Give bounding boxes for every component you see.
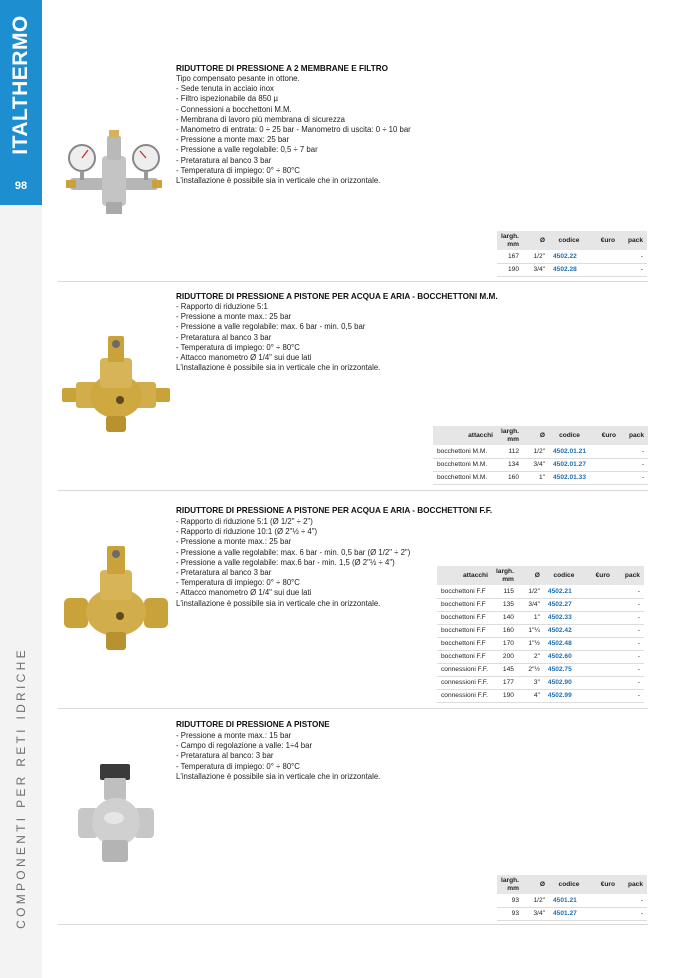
cell-diameter: 1"½ xyxy=(518,637,544,650)
table-row xyxy=(437,611,644,624)
cell-connection: connessioni F.F. xyxy=(437,689,492,702)
cell-width: 140 xyxy=(492,611,518,624)
column-header: codice xyxy=(549,231,589,250)
description-line: - Pressione a monte max.: 15 bar xyxy=(176,731,292,740)
product-image-nickel-piston-reducer xyxy=(74,762,158,866)
description-line: L'installazione è possibile sia in verticale che in orizzontale. xyxy=(176,363,381,373)
cell-width: 93 xyxy=(497,894,523,907)
cell-code: 4502.22 xyxy=(549,250,589,263)
cell-code: 4502.60 xyxy=(544,650,584,663)
cell-price xyxy=(590,471,620,484)
cell-pack: - xyxy=(619,263,647,276)
product-title: RIDUTTORE DI PRESSIONE A PISTONE xyxy=(176,720,330,729)
product-description xyxy=(176,74,411,186)
product-image-brass-reducer-mm xyxy=(60,330,172,440)
brand-bar xyxy=(0,0,42,205)
cell-connection: bocchettoni M.M. xyxy=(433,458,497,471)
cell-diameter: 3/4" xyxy=(523,907,549,920)
column-header: pack xyxy=(614,566,644,585)
section-caption: COMPONENTI PER RETI IDRICHE xyxy=(14,647,28,929)
cell-diameter: 3/4" xyxy=(523,263,549,276)
divider xyxy=(58,490,648,491)
product-table xyxy=(437,566,644,703)
cell-diameter: 1/2" xyxy=(523,445,549,458)
description-line: - Rapporto di riduzione 5:1 xyxy=(176,302,268,311)
cell-code: 4502.01.33 xyxy=(549,471,590,484)
cell-price xyxy=(584,663,614,676)
table-row xyxy=(497,263,647,276)
column-header: €uro xyxy=(590,426,620,445)
cell-width: 160 xyxy=(497,471,523,484)
description-line: - Pressione a monte max.: 25 bar xyxy=(176,312,292,322)
column-header: attacchi xyxy=(433,426,497,445)
description-line: - Membrana di lavoro più membrana di sicurezza xyxy=(176,114,346,124)
cell-code: 4502.90 xyxy=(544,676,584,689)
cell-pack: - xyxy=(620,471,648,484)
cell-connection: bocchettoni F.F xyxy=(437,650,492,663)
cell-price xyxy=(584,637,614,650)
cell-pack: - xyxy=(619,250,647,263)
column-header: pack xyxy=(619,231,647,250)
cell-pack: - xyxy=(614,637,644,650)
table-row xyxy=(497,894,647,907)
description-line: - Pressione a monte max: 25 bar xyxy=(176,135,290,145)
cell-code: 4502.75 xyxy=(544,663,584,676)
cell-code: 4502.27 xyxy=(544,598,584,611)
column-header: codice xyxy=(549,426,590,445)
description-line: - Sede tenuta in acciaio inox xyxy=(176,84,274,94)
column-header: codice xyxy=(544,566,584,585)
table-row xyxy=(433,471,648,484)
cell-diameter: 1" xyxy=(523,471,549,484)
description-line: - Filtro ispezionabile da 850 µ xyxy=(176,94,279,104)
cell-pack: - xyxy=(619,907,647,920)
cell-pack: - xyxy=(614,650,644,663)
cell-price xyxy=(590,445,620,458)
description-line: - Pretaratura al banco 3 bar xyxy=(176,155,272,165)
product-description xyxy=(176,731,380,782)
column-header: €uro xyxy=(584,566,614,585)
divider xyxy=(58,281,648,282)
description-line: - Temperatura di impiego: 0° ÷ 80°C xyxy=(176,342,300,352)
cell-price xyxy=(589,263,619,276)
cell-code: 4502.42 xyxy=(544,624,584,637)
column-header: Ø xyxy=(523,231,549,250)
column-header: attacchi xyxy=(437,566,492,585)
column-header: €uro xyxy=(589,231,619,250)
table-row xyxy=(437,650,644,663)
table-row xyxy=(497,907,647,920)
table-row xyxy=(437,585,644,598)
cell-diameter: 4" xyxy=(518,689,544,702)
cell-diameter: 3/4" xyxy=(523,458,549,471)
column-header: largh. mm xyxy=(497,875,523,894)
cell-connection: bocchettoni M.M. xyxy=(433,471,497,484)
cell-connection: bocchettoni F.F xyxy=(437,611,492,624)
table-row xyxy=(437,663,644,676)
cell-width: 177 xyxy=(492,676,518,689)
column-header: €uro xyxy=(589,875,619,894)
cell-code: 4502.99 xyxy=(544,689,584,702)
description-line: - Connessioni a bocchettoni M.M. xyxy=(176,104,292,114)
cell-pack: - xyxy=(620,458,648,471)
cell-price xyxy=(589,894,619,907)
cell-diameter: 1/2" xyxy=(523,894,549,907)
cell-code: 4502.01.21 xyxy=(549,445,590,458)
cell-code: 4501.27 xyxy=(549,907,589,920)
cell-pack: - xyxy=(619,894,647,907)
product-table xyxy=(433,426,648,485)
column-header: pack xyxy=(620,426,648,445)
description-line: - Campo di regolazione a valle: 1÷4 bar xyxy=(176,741,313,751)
description-line: Tipo compensato pesante in ottone. xyxy=(176,74,300,83)
table-row xyxy=(437,637,644,650)
description-line: - Pressione a valle regolabile: max.6 bar - min. 1,5 (Ø 2"½ ÷ 4") xyxy=(176,557,395,567)
cell-pack: - xyxy=(614,663,644,676)
cell-diameter: 1/2" xyxy=(523,250,549,263)
description-line: - Rapporto di riduzione 5:1 (Ø 1/2" ÷ 2") xyxy=(176,517,313,526)
description-line: - Pressione a valle regolabile: max. 6 bar - min. 0,5 bar xyxy=(176,322,366,332)
description-line: - Attacco manometro Ø 1/4" sui due lati xyxy=(176,588,312,598)
cell-code: 4502.33 xyxy=(544,611,584,624)
description-line: - Attacco manometro Ø 1/4" sui due lati xyxy=(176,353,312,363)
description-line: - Manometro di entrata: 0 ÷ 25 bar - Manometro di uscita: 0 ÷ 10 bar xyxy=(176,125,411,135)
cell-price xyxy=(584,689,614,702)
cell-connection: bocchettoni F.F xyxy=(437,598,492,611)
cell-diameter: 1" xyxy=(518,611,544,624)
product-image-brass-reducer-ff xyxy=(62,540,170,658)
brand-logo-text: ITALTHERMO xyxy=(9,15,32,155)
cell-diameter: 2"½ xyxy=(518,663,544,676)
description-line: L'installazione è possibile sia in verticale che in orizzontale. xyxy=(176,176,381,186)
table-row xyxy=(497,250,647,263)
cell-price xyxy=(584,624,614,637)
column-header: pack xyxy=(619,875,647,894)
cell-connection: connessioni F.F. xyxy=(437,676,492,689)
description-line: - Pretaratura al banco: 3 bar xyxy=(176,751,274,761)
cell-code: 4502.28 xyxy=(549,263,589,276)
cell-connection: bocchettoni M.M. xyxy=(433,445,497,458)
cell-connection: connessioni F.F. xyxy=(437,663,492,676)
description-line: - Pressione a valle regolabile: max. 6 bar - min. 0,5 bar (Ø 1/2" ÷ 2") xyxy=(176,547,411,557)
page-number: 98 xyxy=(14,180,28,192)
description-line: L'installazione è possibile sia in verticale che in orizzontale. xyxy=(176,598,381,608)
cell-width: 190 xyxy=(497,263,523,276)
cell-code: 4502.01.27 xyxy=(549,458,590,471)
column-header: Ø xyxy=(518,566,544,585)
product-table xyxy=(497,231,647,277)
column-header: codice xyxy=(549,875,589,894)
cell-width: 134 xyxy=(497,458,523,471)
description-line: - Pretaratura al banco 3 bar xyxy=(176,568,272,578)
table-row xyxy=(433,445,648,458)
cell-pack: - xyxy=(614,624,644,637)
product-title: RIDUTTORE DI PRESSIONE A PISTONE PER ACQUA E ARIA - BOCCHETTONI F.F. xyxy=(176,506,493,515)
cell-width: 145 xyxy=(492,663,518,676)
cell-connection: bocchettoni F.F xyxy=(437,585,492,598)
cell-width: 170 xyxy=(492,637,518,650)
description-line: - Pressione a valle regolabile: 0,5 ÷ 7 bar xyxy=(176,145,318,155)
column-header: largh. mm xyxy=(497,426,523,445)
column-header: largh. mm xyxy=(492,566,518,585)
table-row xyxy=(437,624,644,637)
description-line: - Pressione a monte max.: 25 bar xyxy=(176,537,292,547)
column-header: Ø xyxy=(523,426,549,445)
cell-price xyxy=(584,611,614,624)
table-row xyxy=(433,458,648,471)
cell-width: 167 xyxy=(497,250,523,263)
table-row xyxy=(437,598,644,611)
product-title: RIDUTTORE DI PRESSIONE A PISTONE PER ACQUA E ARIA - BOCCHETTONI M.M. xyxy=(176,292,498,301)
description-line: - Temperatura di impiego: 0° ÷ 80°C xyxy=(176,165,300,175)
cell-connection: bocchettoni F.F xyxy=(437,637,492,650)
cell-connection: bocchettoni F.F xyxy=(437,624,492,637)
description-line: - Temperatura di impiego: 0° ÷ 80°C xyxy=(176,761,300,771)
cell-diameter: 2" xyxy=(518,650,544,663)
cell-width: 135 xyxy=(492,598,518,611)
cell-width: 160 xyxy=(492,624,518,637)
cell-diameter: 1"¼ xyxy=(518,624,544,637)
cell-price xyxy=(590,458,620,471)
cell-width: 112 xyxy=(497,445,523,458)
description-line: - Pretaratura al banco 3 bar xyxy=(176,332,272,342)
product-title: RIDUTTORE DI PRESSIONE A 2 MEMBRANE E FILTRO xyxy=(176,64,388,73)
product-image-pressure-reducer-gauges xyxy=(64,128,164,218)
cell-pack: - xyxy=(614,676,644,689)
cell-code: 4502.21 xyxy=(544,585,584,598)
column-header: largh. mm xyxy=(497,231,523,250)
cell-pack: - xyxy=(614,611,644,624)
cell-price xyxy=(584,598,614,611)
cell-diameter: 3/4" xyxy=(518,598,544,611)
cell-pack: - xyxy=(614,585,644,598)
description-line: - Temperatura di impiego: 0° ÷ 80°C xyxy=(176,578,300,588)
cell-code: 4502.48 xyxy=(544,637,584,650)
cell-pack: - xyxy=(614,598,644,611)
cell-diameter: 3" xyxy=(518,676,544,689)
cell-price xyxy=(584,585,614,598)
cell-price xyxy=(589,250,619,263)
cell-code: 4501.21 xyxy=(549,894,589,907)
cell-price xyxy=(584,650,614,663)
cell-diameter: 1/2" xyxy=(518,585,544,598)
table-row xyxy=(437,676,644,689)
column-header: Ø xyxy=(523,875,549,894)
cell-pack: - xyxy=(614,689,644,702)
description-line: - Rapporto di riduzione 10:1 (Ø 2"½ ÷ 4") xyxy=(176,527,318,537)
divider xyxy=(58,924,648,925)
cell-width: 93 xyxy=(497,907,523,920)
cell-width: 190 xyxy=(492,689,518,702)
product-table xyxy=(497,875,647,921)
cell-price xyxy=(589,907,619,920)
product-description xyxy=(176,302,380,373)
cell-width: 200 xyxy=(492,650,518,663)
description-line: L'installazione è possibile sia in verticale che in orizzontale. xyxy=(176,771,381,781)
divider xyxy=(58,708,648,709)
table-row xyxy=(437,689,644,702)
cell-price xyxy=(584,676,614,689)
product-description xyxy=(176,517,410,609)
cell-width: 115 xyxy=(492,585,518,598)
cell-pack: - xyxy=(620,445,648,458)
